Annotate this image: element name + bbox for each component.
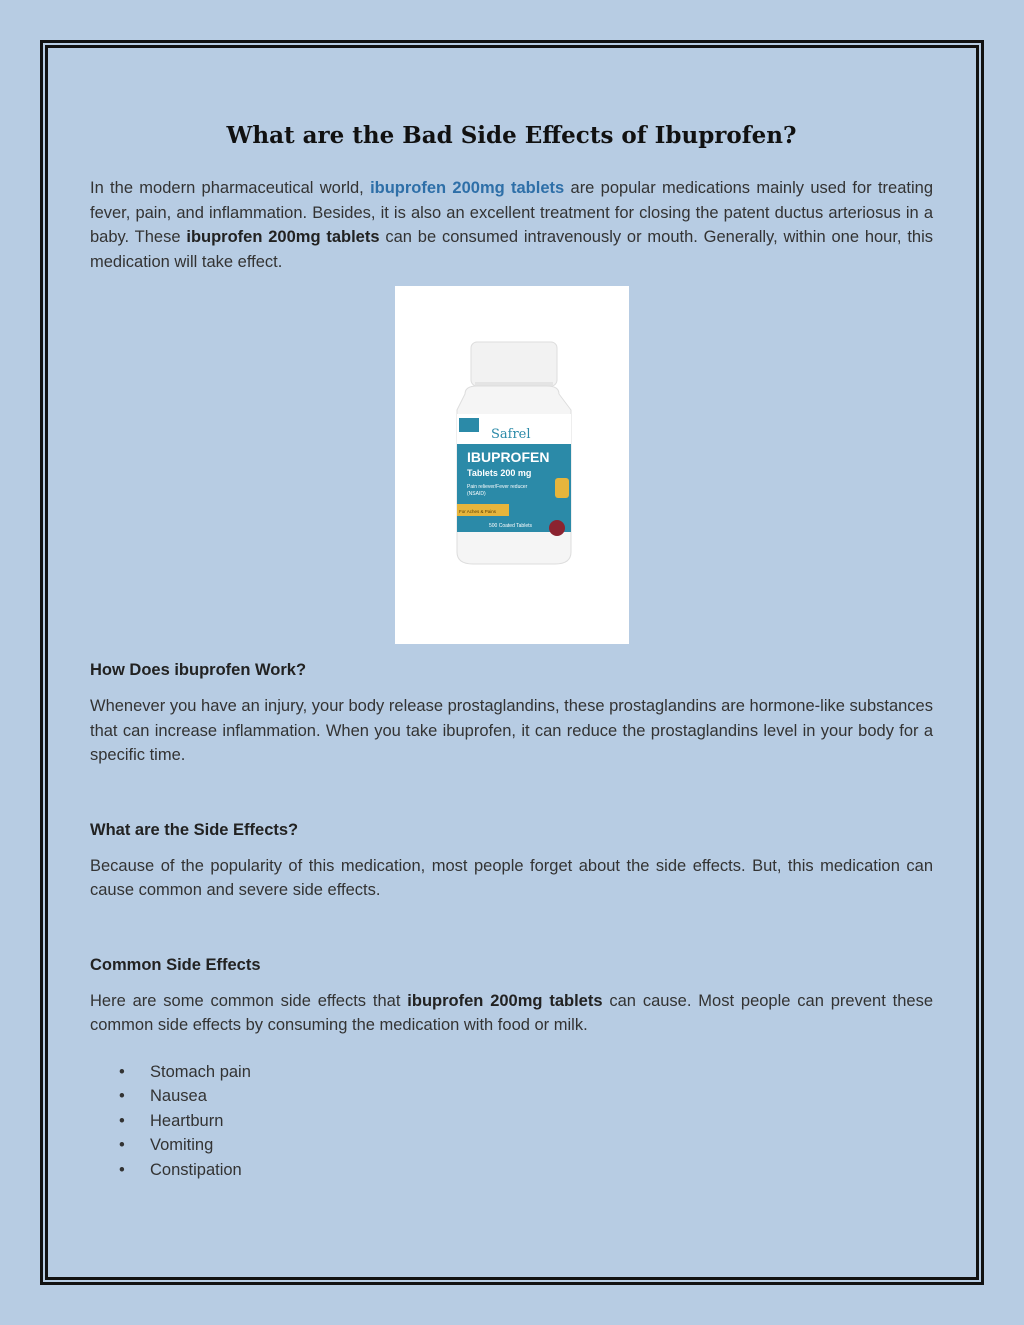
ibuprofen-bottle-illustration [395, 286, 629, 644]
section-heading-common-side-effects: Common Side Effects [90, 955, 261, 974]
list-item: • Constipation [150, 1158, 933, 1183]
list-item: • Heartburn [150, 1109, 933, 1134]
section-heading-how-it-works: How Does ibuprofen Work? [90, 661, 307, 679]
list-item: • Stomach pain [150, 1060, 933, 1085]
list-item: • Nausea [150, 1084, 933, 1109]
intro-paragraph: In the modern pharmaceutical world, ibuprofen 200mg tablets are popular medications mainly used for treating fever, pain, and inflammation. Besides, it is also an excellent treatment for closing the patent ductus arteriosus in a baby. These ibuprofen 200mg tablets can be consumed intravenously or mouth. Generally, within one hour, this medication will take effect. [90, 179, 934, 271]
section-heading-side-effects: What are the Side Effects? [90, 820, 299, 839]
document-body [90, 118, 933, 1182]
list-item: • Vomiting [150, 1133, 933, 1158]
section-text-common-side-effects: Here are some common side effects that ibuprofen 200mg tablets can cause. Most people can prevent these common side effects by consuming the medication with food or milk. [90, 991, 933, 1034]
count-label: 500 Coated Tablets [488, 523, 532, 529]
ibuprofen-link[interactable]: ibuprofen 200mg tablets [370, 179, 565, 197]
desc-line2: (NSAID) [466, 491, 486, 497]
strength-label: Tablets 200 mg [466, 468, 531, 478]
section-text-how-it-works: Whenever you have an injury, your body release prostaglandins, these prostaglandins are hormone-like substances that can increase inflammation. When you take ibuprofen, it can reduce the prostaglandins level in your body for a specific time. [90, 697, 933, 764]
tag-label: For Aches & Pains [458, 509, 496, 514]
side-effects-list [90, 1060, 933, 1183]
product-image [395, 286, 629, 644]
desc-line1: Pain reliever/Fever reducer [466, 484, 527, 490]
brand-label: Safrel [490, 427, 531, 442]
product-name-label: IBUPROFEN [466, 449, 549, 465]
page-title: What are the Bad Side Effects of Ibuprofen? [226, 122, 797, 149]
section-text-side-effects: Because of the popularity of this medication, most people forget about the side effects. But, this medication can cause common and severe side effects. [90, 856, 933, 899]
